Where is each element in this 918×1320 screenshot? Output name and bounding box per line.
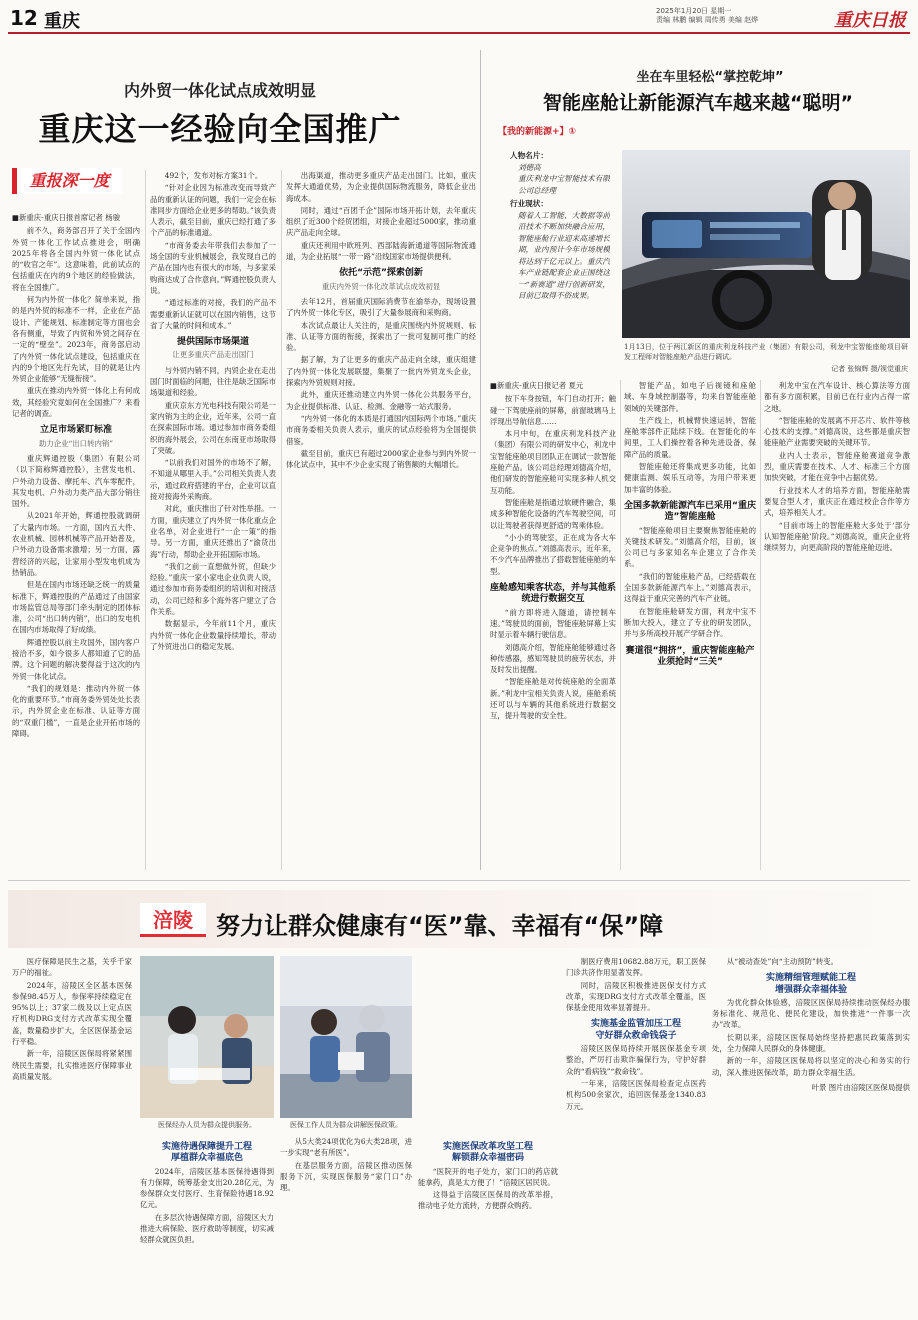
- story2-paragraph: “目前市场上的智能座舱大多处于‘部分认知智能座舱’阶段。”刘德高说，重庆企业将继续努力，向更高阶段的智能座舱迈进。: [764, 520, 910, 553]
- story1-headline: 重庆这一经验向全国推广: [38, 110, 402, 148]
- story1-paragraph: 同时，通过“百团千企”国际市场开拓计划，去年重庆组织了近300个经贸团组，对接企业超过5000家，推动重庆产品走向全球。: [286, 205, 476, 238]
- story3-col1-title: 实施待遇保障提升工程 厚植群众幸福底色: [161, 1142, 252, 1164]
- page-number: 12: [10, 6, 38, 30]
- story1-subhead-3: 依托“示范”探索创新: [339, 268, 423, 279]
- story2-paragraph: 智能产品，如电子后视镜和座舱域、车身域控制器等，均来自智能座舱领域的关键部件。: [624, 381, 756, 413]
- story3-paragraph: 在多层次待遇保障方面，涪陵区大力推进大病保险、医疗救助等制度，切实减轻群众就医负担。: [140, 1212, 274, 1245]
- story3-paragraph: 一年来，涪陵区医保局检查定点医药机构500余家次，追回医保基金1340.83万元。: [566, 1078, 706, 1111]
- medical-service-illustration: [140, 956, 274, 1118]
- story2-series-tag: 【我的新能源+】①: [498, 127, 577, 137]
- story3-paragraph: 新一年，涪陵区医保局将紧紧围绕民生需要，扎实推进医疗保障事业高质量发展。: [12, 1049, 132, 1081]
- story1-subhead-2: 提供国际市场渠道: [176, 337, 249, 348]
- story2-subhead-1: 座舱感知乘客状态，并与其他系统进行数据交互: [490, 583, 616, 605]
- story1-kicker: 内外贸一体化试点成效明显: [123, 81, 316, 100]
- story1-paragraph: 与外贸内销不同，内贸企业在走出国门时面临的问题，往往是缺乏国际市场渠道和经验。: [150, 365, 276, 398]
- story1-paragraph: “市商务委去年带我们去参加了一场全国的专业机械展会，我发现自己的产品在国内也有很大的市场，与多家采购商达成了合作意向。”辉通控股负责人说。: [150, 240, 276, 295]
- story1-subhead-1: 立足市场紧盯标准: [39, 425, 112, 436]
- smart-cockpit-illustration: [622, 150, 910, 338]
- story1-paragraph: 对此，重庆推出了针对性举措。一方面，重庆建立了内外贸一体化重点企业名单，对企业进行“一企一策”的指导。另一方面，重庆还推出了“渝货出海”行动，帮助企业开拓国际市场。: [150, 504, 276, 559]
- story1-paragraph: 重庆还利用中欧班列、西部陆海新通道等国际物流通道，为企业拓展“一带一路”沿线国家市场提供便利。: [286, 240, 476, 262]
- story2-byline: ■新重庆-重庆日报记者 夏元: [490, 381, 584, 390]
- story3-paragraph: “医院开的电子处方，家门口的药店就能拿药，真是太方便了！”涪陵区居民说。: [418, 1166, 558, 1187]
- policy-explain-photo: [280, 956, 412, 1118]
- story3-paragraph: 为优化群众体验感，涪陵区医保局持续推动医保经办服务标准化、规范化、便民化建设，加快推进“一件事一次办”改革。: [712, 997, 910, 1030]
- profile-industry-text: 随着人工智能、大数据等前沿技术不断加快融合应用，智能座舱行业迎来高速增长期，业内预计今年市场规模将达到千亿元以上。重庆汽车产业链配套企业正围绕这一“新赛道”进行创新研发，目前已取得不俗成果。: [518, 210, 610, 300]
- story1-subhead-1-sub: 助力企业“出口转内销”: [38, 438, 114, 448]
- story1-subhead-3-sub: 重庆内外贸一体化改革试点成效初显: [321, 281, 441, 291]
- story1-paragraph: “针对企业因为标准改变而导致产品的重新认证的问题，我们一定会在标准同步方面给企业更多的帮助。”该负责人表示，截至目前，重庆已经打通了多个产品的标准通道。: [150, 183, 276, 238]
- story1-column-2: [150, 170, 276, 870]
- story3-paragraph: 从“被动查处”向“主动预防”转变。: [726, 957, 838, 966]
- masthead: [8, 4, 910, 34]
- profile-text: 重庆利龙中宝智能技术有限公司总经理: [518, 174, 610, 195]
- section-divider: [8, 880, 910, 881]
- story1-column-3: [286, 170, 476, 870]
- medical-service-photo: [140, 956, 274, 1118]
- story2-photo-credit: 记者 张锦辉 摄/视觉重庆: [831, 365, 908, 373]
- profile-name: 刘德高: [518, 162, 541, 172]
- story3-paragraph: 医疗保障是民生之基，关乎千家万户的福祉。: [12, 957, 132, 978]
- story1-paragraph: 重庆京东方光电科技有限公司是一家内销为主的企业，近年来，公司一直在探索国际市场。通过参加市商务委组织的海外展会，公司在东南亚市场取得了突破。: [150, 400, 276, 455]
- story3-column-2: [280, 1136, 412, 1312]
- profile-title: 人物名片：: [510, 151, 548, 160]
- story3-paragraph: 制医疗费用10682.88万元，职工医保门诊共济作用显著发挥。: [566, 957, 706, 978]
- story3-paragraph: 长期以来，涪陵区医保局始终坚持把惠民政策落到实处，全力保障人民群众的身体健康。: [712, 1032, 910, 1054]
- smart-cockpit-photo: [622, 150, 910, 338]
- story1-paragraph: 去年12月，首届重庆国际消费节在渝举办，现场设置了内外贸一体化专区，吸引了大量参展商和采购商。: [286, 296, 476, 318]
- story2-profile-box: [510, 150, 610, 340]
- story3-paragraph: 2024年，涪陵区全区基本医保参保98.45万人，参保率持续稳定在95%以上；37家二级及以上定点医疗机构DRG支付方式改革实现全覆盖，数量稳步扩大，全区医保基金运行平稳。: [12, 980, 132, 1047]
- story1-subhead-2-sub: 让更多重庆产品走出国门: [172, 350, 254, 360]
- story3-col4-title: 实施精细管理赋能工程 增强群众幸福体验: [765, 973, 856, 995]
- story3-paragraph: 新的一年，涪陵区医保局将以坚定的决心和务实的行动，深入推进医保改革，助力群众幸福生活。: [712, 1056, 910, 1077]
- story1-paragraph: 但是在国内市场还缺乏统一的质量标准下，辉通控股的产品通过了由国家市场监管总局等部门牵头制定的团体标准，公司“出口转内销”，出口的发电机在国内市场取得了好成绩。: [12, 580, 140, 635]
- story1-paragraph: “以前我们对国外的市场不了解，不知道从哪里入手。”公司相关负责人表示，通过政府搭建的平台，企业可以直接对接海外采购商。: [150, 458, 276, 502]
- story2-paragraph: “智能座舱的发展离不开芯片、软件等核心技术的支撑。”刘德高说，这些都是重庆智能座舱产业需要突破的关键环节。: [764, 415, 910, 448]
- story1-paragraph: “内外贸一体化的本质是打通国内国际两个市场。”重庆市商务委相关负责人表示，重庆的试点经验将为全国提供借鉴。: [286, 413, 476, 446]
- story3-col3-title: 实施基金监管加压工程 守好群众救命钱袋子: [590, 1019, 681, 1041]
- story1-paragraph: “通过标准的对接，我们的产品不需要重新认证就可以在国内销售，这节省了大量的时间和成本。”: [150, 298, 276, 330]
- story3-column-1: [140, 1136, 274, 1312]
- story3-intro-column: [12, 956, 132, 1312]
- story2-paragraph: “小小的驾驶室，正在成为各大车企竞争的焦点。”刘德高表示，近年来，不少汽车品牌推出了搭载智能座舱的车型。: [490, 532, 616, 576]
- story2-subhead-3: 赛道很“拥挤”，重庆智能座舱产业须抢时“三关”: [625, 645, 755, 667]
- story1-paragraph: 何为内外贸一体化？简单来说，指的是内外贸的标准不一样，企业在产品设计、产能规划、标准制定等方面也会各有侧重，导致了内贸和外贸之间存在一定的“壁垒”。2023年，商务部启动了内外贸一体化试点建设，包括重庆在内的9个地区先行先试，目的就是让内外贸企业能够“无缝衔接”。: [12, 295, 140, 384]
- story3-credit: 叶景 图片由涪陵区医保局提供: [811, 1082, 910, 1092]
- newspaper-logo: 重庆日报: [834, 10, 906, 31]
- story1-paragraph: 重庆在推动内外贸一体化上有何成效，其经验究竟如何在全国推广？来看记者的调查。: [12, 386, 140, 419]
- issue-meta: 2025年1月20日 星期一 责编 林鹏 编辑 周传勇 美编 赵烨: [656, 7, 759, 24]
- story1-paragraph: 重庆辉通控股（集团）有限公司（以下简称辉通控股），主营发电机、户外动力设备、摩托车、汽车零配件，其发电机、户外动力类产品大部分销往国外。: [12, 453, 140, 509]
- page-section: 重庆: [44, 11, 80, 32]
- story3-middle-title: 实施医保改革攻坚工程 解锁群众幸福密码: [442, 1142, 533, 1164]
- story3-column-4: [566, 956, 706, 1312]
- story2-headline: 智能座舱让新能源汽车越来越“聪明”: [543, 92, 853, 114]
- story1-paragraph: 截至目前，重庆已有超过2000家企业参与到内外贸一体化试点中，其中不少企业实现了销售额的大幅增长。: [286, 448, 476, 470]
- story3-headline: 努力让群众健康有“医”靠、幸福有“保”障: [216, 912, 664, 940]
- story1-paragraph: “我们的规划是：推动内外贸一体化的重要环节。”市商务委外贸处处长表示，内外贸企业在标准、认证等方面的“双重门槛”，一直是企业开拓市场的障碍。: [12, 683, 140, 739]
- story3-paragraph: 在基层服务方面，涪陵区推动医保服务下沉，实现医保服务“家门口”办理。: [280, 1160, 412, 1193]
- story3-paragraph: 涪陵区医保局持续开展医保基金专项整治，严厉打击欺诈骗保行为，守护好群众的“看病钱”“救命钱”。: [566, 1044, 706, 1076]
- story2-paragraph: “智能座舱项目主要聚焦智能座舱的关键技术研发。”刘德高介绍，目前，该公司已与多家知名车企建立了合作关系。: [624, 525, 756, 569]
- story3-column-5: [712, 956, 910, 1312]
- story1-paragraph: 此外，重庆还推动建立内外贸一体化公共服务平台，为企业提供标准、认证、检测、金融等一站式服务。: [286, 390, 476, 411]
- story2-paragraph: 业内人士表示，智能座舱赛道竞争激烈，重庆需要在技术、人才、标准三个方面加快突破，才能在竞争中占据优势。: [764, 450, 910, 483]
- story2-photo-caption: 1月13日，位于两江新区的重庆利龙科技产业（集团）有限公司，利龙中宝智能座舱项目研发工程师对智能座舱产品进行调试。: [624, 343, 908, 361]
- story2-kicker: 坐在车里轻松“掌控乾坤”: [636, 70, 784, 85]
- story3-paragraph: 2024年，涪陵区基本医保待遇得到有力保障，统筹基金支出20.28亿元，为参保群众支付医疗、生育保险待遇18.92亿元。: [140, 1166, 274, 1210]
- story3-location-badge: 涪陵: [140, 903, 206, 937]
- story2-paragraph: 智能座舱还将集成更多功能，比如健康监测、娱乐互动等，为用户带来更加丰富的体验。: [624, 462, 756, 494]
- story2-paragraph: 行业技术人才的培养方面，智能座舱需要复合型人才，重庆正在通过校企合作等方式，培养相关人才。: [764, 485, 910, 518]
- story1-paragraph: 前不久，商务部召开了关于全国内外贸一体化工作试点推进会，明确2025年将各全国内外贸一体化试点的“收官之年”。这意味着，此前试点的包括重庆在内的9个地区的经验做法，将在全国推广。: [12, 226, 140, 292]
- profile-industry-title: 行业现状：: [510, 199, 548, 208]
- story2-paragraph: 刘德高介绍，智能座舱能够通过各种传感器，感知驾驶员的疲劳状态，并及时发出提醒。: [490, 642, 616, 675]
- story3-paragraph: 从5大类24项优化为6大类28项，进一步实现“老有所医”。: [280, 1137, 412, 1158]
- story2-paragraph: “前方即将进入隧道，请控制车速。”驾驶员的面前，智能座舱屏幕上实时显示着车辆行驶信息。: [490, 607, 616, 640]
- story3-photo1-caption: 医保经办人员为群众提供服务。: [158, 1121, 256, 1129]
- story3-column-3: [418, 1136, 558, 1312]
- story1-paragraph: 从2021年开始，辉通控股就调研了大量内市场。一方面，国内五大件、农业机械、园林机械等产品开始普及，户外动力设备需求激增；另一方面，露营经济的兴起，让家用小型发电机成为热销品。: [12, 511, 140, 577]
- story2-paragraph: 利龙中宝在汽车设计、核心算法等方面都有多方面积累，目前已在行业内占得一席之地。: [764, 381, 910, 413]
- story2-paragraph: 本月中旬，在重庆利龙科技产业（集团）有限公司的研发中心，利龙中宝智能座舱项目团队正在调试一款智能座舱产品。该公司总经理刘德高介绍，他们研发的智能座舱可实现多种人机交互功能。: [490, 429, 616, 495]
- story1-paragraph: 辉通控股以前主攻国外，国内客户接洽不多，如今很多人都知道了它的品牌。这个问题的解决要得益于这次的内外贸一体化试点。: [12, 637, 140, 681]
- story2-subhead-2: 全国多款新能源汽车已采用“重庆造”智能座舱: [624, 500, 756, 523]
- story2-paragraph: 在智能座舱研发方面，利龙中宝不断加大投入，建立了专业的研发团队，并与多所高校开展产学研合作。: [624, 606, 756, 639]
- story3-paragraph: 这得益于涪陵区医保局的改革举措，推动电子处方流转，方便群众购药。: [418, 1190, 558, 1211]
- story2-paragraph: 按下车身按钮，车门自动打开；触碰一下驾驶座前的屏幕，前窗玻璃马上浮现出导航信息……: [490, 394, 616, 426]
- policy-explain-illustration: [280, 956, 412, 1118]
- story2-column-1: [490, 380, 616, 870]
- story1-paragraph: 出海渠道，推动更多重庆产品走出国门。比如，重庆发挥大通道优势，为企业提供国际物流服务，降低企业出海成本。: [286, 171, 476, 203]
- story3-photo2-caption: 医保工作人员为群众讲解医保政策。: [290, 1121, 402, 1129]
- story1-paragraph: 492个，发布对标方案31个。: [164, 171, 263, 180]
- story1-paragraph: 据了解，为了让更多的重庆产品走向全球，重庆组建了内外贸一体化发展联盟，集聚了一批内外贸龙头企业，探索内外贸规则对接。: [286, 355, 476, 388]
- story1-paragraph: 本次试点最让人关注的，是重庆围绕内外贸规则、标准、认证等方面的衔接，探索出了一批可复制可推广的经验。: [286, 320, 476, 353]
- story2-paragraph: “我们的智能座舱产品，已经搭载在全国多款新能源汽车上。”刘德高表示，这得益于重庆完善的汽车产业链。: [624, 571, 756, 604]
- story1-paragraph: 数据显示，今年前11个月，重庆内外贸一体化企业数量持续增长，带动了外贸进出口的稳定发展。: [150, 619, 276, 651]
- story1-paragraph: “我们之前一直想做外贸，但缺少经验。”重庆一家小家电企业负责人说，通过参加市商务委组织的培训和对接活动，公司已经和多个海外客户建立了合作关系。: [150, 561, 276, 616]
- story2-paragraph: 生产线上，机械臂快速运转，智能座舱零部件正陆续下线。在智能化的车间里，工人们操控着各种先进设备，保障产品的质量。: [624, 415, 756, 459]
- story3-paragraph: 同时，涪陵区积极推进医保支付方式改革，实现DRG支付方式改革全覆盖，医保基金使用效率显著提升。: [566, 980, 706, 1013]
- story1-byline: ■新重庆-重庆日报首席记者 杨骏: [12, 213, 121, 222]
- story2-paragraph: 智能座舱是指通过软硬件融合，集成多种智能化设备的汽车驾驶空间，可以让驾驶者获得更舒适的驾乘体验。: [490, 497, 616, 530]
- story1-column-1: [12, 212, 140, 870]
- story2-column-2: [624, 380, 756, 870]
- story1-badge: 重报深一度: [12, 168, 122, 194]
- story2-column-3: [764, 380, 910, 870]
- story2-paragraph: “智能座舱是对传统座舱的全面革新。”利龙中宝相关负责人说，座舱系统还可以与车辆的其他系统进行数据交互，提升驾驶的安全性。: [490, 677, 616, 721]
